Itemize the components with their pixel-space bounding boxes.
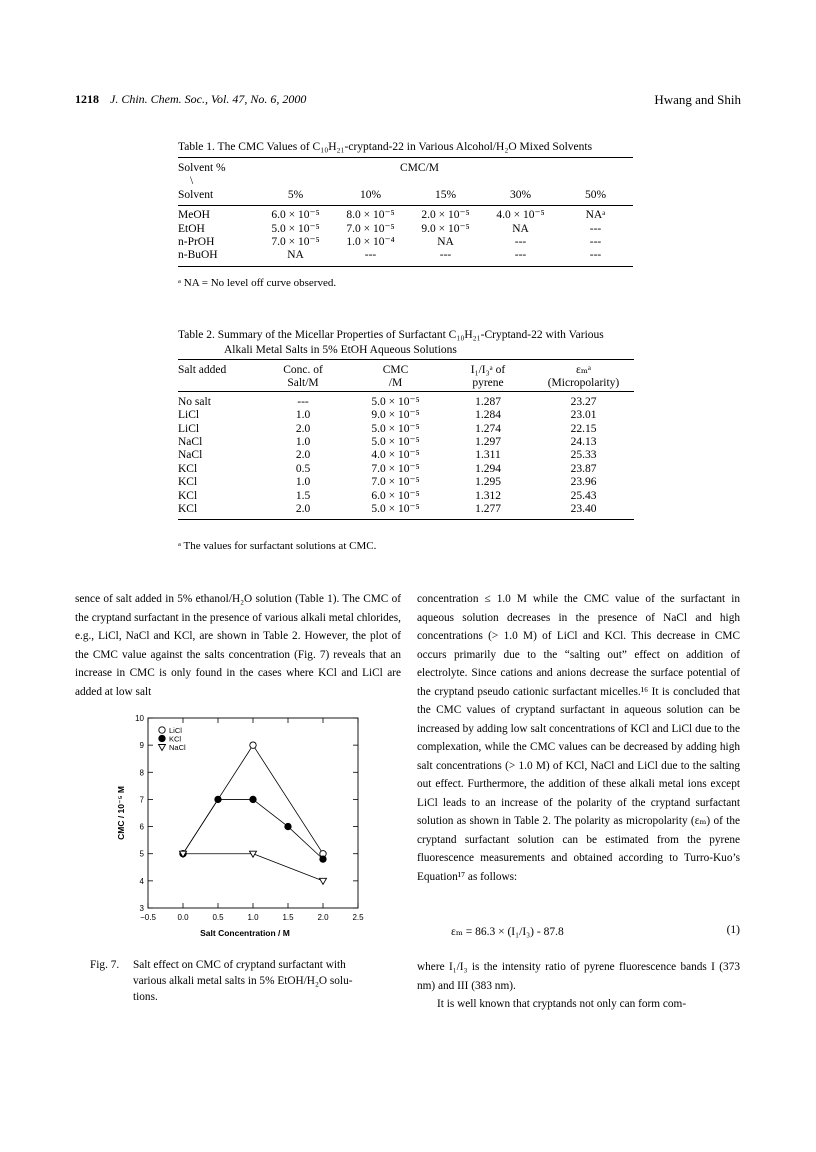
- table2-cell: 5.0 × 10⁻⁵: [371, 503, 420, 516]
- table2-cell: 1.294: [475, 462, 501, 475]
- equation-text: εₘ = 86.3 × (I₁/I₃) - 87.8: [451, 926, 564, 938]
- journal-citation: J. Chin. Chem. Soc., Vol. 47, No. 6, 2000: [110, 92, 307, 106]
- table2-cell: 0.5: [295, 462, 311, 475]
- table2-cell: 23.01: [570, 409, 597, 422]
- table-row: [178, 423, 634, 436]
- table2-cell: 24.13: [570, 436, 597, 449]
- table1: [178, 157, 633, 267]
- table1-head-solvent-pct: Solvent %: [178, 162, 226, 174]
- figure-7-caption: [90, 957, 390, 1005]
- table2-head-cell: Conc. of: [283, 364, 323, 376]
- table1-cell: ---: [514, 236, 527, 249]
- figure-label: Fig. 7.: [90, 959, 120, 971]
- table-row: [178, 449, 634, 462]
- table2-head-cell: pyrene: [472, 377, 504, 390]
- y-tick-label: 7: [139, 795, 144, 805]
- table2-cell: 5.0 × 10⁻⁵: [371, 436, 420, 449]
- body-paragraph: concentration ≤ 1.0 M while the CMC value of the surfactant in aqueous solution decreases in the presence of NaCl and high concentrations (> 1.0 M) of LiCl and KCl. This decrease in CMC occurs primarily due to the “salting out” effect on addition of electrolyte. Since cations and anions decrease the surface potential of the cryptand pseudo cationic surfactant micelles.¹⁶ It is concluded that the CMC values of cryptand surfactant in aqueous solution can be increased by adding low salt concentrations of KCl and LiCl due to the complexation, while the CMC values can be decreased by adding high salt concentrations (> 1.0 M) of KCl, NaCl and LiCl due to the salting out effect. Furthermore, the addition of these alkali metal ions except LiCl leads to an increase of the polarity of the cryptand surfactant solution as shown in Table 2. The polarity as micropolarity (εₘ) of the cryptand surfactant solution can be estimated from the pyrene fluorescence measurements and obtained according to Turro-Kuo’s Equation¹⁷ as follows:: [417, 593, 740, 883]
- legend-label: KCl: [169, 734, 182, 744]
- table1-cell: 5.0 × 10⁻⁵: [271, 222, 320, 235]
- table-row: [178, 236, 633, 249]
- data-point-nacl: [320, 878, 327, 884]
- table1-cell: 7.0 × 10⁻⁵: [346, 222, 395, 235]
- table2-cell: 23.40: [570, 503, 597, 516]
- table2-cell: 1.0: [295, 409, 311, 422]
- legend-label: NaCl: [169, 743, 186, 752]
- legend-marker-kcl: [159, 735, 165, 741]
- legend-marker-licl: [159, 727, 165, 733]
- table1-cell: 2.0 × 10⁻⁵: [421, 209, 470, 222]
- data-point-kcl: [320, 856, 326, 862]
- table1-col-header: 15%: [434, 188, 457, 201]
- table2-row-label: KCl: [178, 476, 198, 489]
- table2-row-label: KCl: [178, 462, 198, 475]
- table-row: [178, 409, 634, 422]
- table1-footnote: ᵃ NA = No level off curve observed.: [178, 277, 337, 289]
- table-row: [178, 463, 634, 476]
- table2-head-cell: I₁/I₃ᵃ of: [470, 364, 506, 376]
- table1-cell: NA: [512, 222, 529, 235]
- figure-caption-line2: various alkali metal salts in 5% EtOH/H₂O solu-: [133, 975, 353, 987]
- table2-head-cell: εₘᵃ: [575, 364, 592, 376]
- table2-cell: 2.0: [295, 422, 311, 435]
- table2-cell: 23.96: [570, 476, 597, 489]
- table1-row-label: n-PrOH: [178, 236, 215, 249]
- table2-head-cell: CMC: [382, 364, 409, 376]
- table1-row-label: EtOH: [178, 222, 205, 235]
- table2-caption-line2: Alkali Metal Salts in 5% EtOH Aqueous Solutions: [224, 344, 457, 356]
- table1-cell: NA: [437, 236, 454, 249]
- y-axis-label: CMC / 10⁻⁵ M: [116, 786, 126, 840]
- y-tick-label: 6: [139, 822, 144, 832]
- x-tick-label: 0.5: [212, 913, 224, 922]
- table2-cell: 1.0: [295, 436, 311, 449]
- table-row: [178, 436, 634, 449]
- table2-cell: 1.297: [475, 436, 501, 449]
- figure-7-chart: [100, 708, 370, 948]
- page-header: [75, 92, 741, 107]
- table-row: [178, 206, 633, 223]
- table2-row-label: No salt: [178, 395, 211, 408]
- table2-row-label: LiCl: [178, 422, 200, 435]
- y-tick-label: 10: [135, 714, 144, 723]
- table1-cell: NAᵃ: [585, 209, 606, 222]
- table2-caption-line1: Table 2. Summary of the Micellar Properties of Surfactant C₁₀H₂₁-Cryptand-22 with Various: [178, 329, 604, 341]
- table2-row-label: NaCl: [178, 449, 203, 462]
- table2-cell: 2.0: [295, 503, 311, 516]
- right-column-continued: [417, 958, 740, 1014]
- table-row: [178, 249, 633, 266]
- table2-cell: 6.0 × 10⁻⁵: [371, 489, 420, 502]
- table1-col-header: 50%: [584, 188, 607, 201]
- y-tick-label: 3: [139, 904, 144, 913]
- table1-row-label: n-BuOH: [178, 249, 218, 262]
- figure-caption-line3: tions.: [133, 991, 158, 1003]
- table1-cell: ---: [589, 249, 602, 262]
- table-row: [178, 223, 633, 236]
- table2-cell: 1.295: [475, 476, 501, 489]
- legend-marker-nacl: [159, 745, 166, 751]
- table1-cell: 1.0 × 10⁻⁴: [346, 236, 395, 249]
- table1-cell: ---: [589, 222, 602, 235]
- table2-cell: 1.287: [475, 395, 501, 408]
- table-row: [178, 490, 634, 503]
- table1-cell: ---: [439, 249, 452, 262]
- equation-number: (1): [726, 924, 740, 936]
- table2-cell: 9.0 × 10⁻⁵: [371, 409, 420, 422]
- table1-cell: 8.0 × 10⁻⁵: [346, 209, 395, 222]
- table2-cell: 1.284: [475, 409, 501, 422]
- data-point-kcl: [215, 796, 221, 802]
- table2-cell: 25.33: [570, 449, 597, 462]
- table2-row-label: KCl: [178, 503, 198, 516]
- table1-head-solvent: Solvent: [178, 188, 214, 201]
- table2-cell: 4.0 × 10⁻⁵: [371, 449, 420, 462]
- table2-cell: 1.5: [295, 489, 311, 502]
- series-line-kcl: [183, 799, 323, 859]
- equation: [417, 924, 740, 938]
- table2-head-cell: Salt/M: [287, 377, 319, 390]
- table2-cell: 25.43: [570, 489, 597, 502]
- table2-cell: 7.0 × 10⁻⁵: [371, 476, 420, 489]
- table2-cell: ---: [297, 395, 309, 408]
- table2-cell: 22.15: [570, 422, 597, 435]
- table-row: [178, 391, 634, 409]
- x-tick-label: 2.0: [317, 913, 329, 922]
- table1-head-backslash: \: [190, 175, 194, 188]
- table1-row-label: MeOH: [178, 209, 210, 222]
- data-point-nacl: [250, 851, 257, 857]
- table2-row-label: KCl: [178, 489, 198, 502]
- table2-cell: 23.27: [570, 395, 597, 408]
- data-point-licl: [250, 742, 256, 748]
- x-axis-label: Salt Concentration / M: [200, 928, 290, 938]
- table2: [178, 359, 634, 520]
- body-paragraph: where I₁/I₃ is the intensity ratio of pyrene fluorescence bands I (373 nm) and III (383 nm).: [417, 961, 740, 992]
- table2-head-cell: (Micropolarity): [547, 377, 620, 390]
- table1-caption: Table 1. The CMC Values of C₁₀H₂₁-cryptand-22 in Various Alcohol/H₂O Mixed Solvents: [178, 141, 593, 153]
- table2-cell: 7.0 × 10⁻⁵: [371, 462, 420, 475]
- table2-head-cell: /M: [388, 377, 403, 390]
- table2-cell: 2.0: [295, 449, 311, 462]
- table1-cell: ---: [514, 249, 527, 262]
- table2-cell: 1.0: [295, 476, 311, 489]
- y-tick-label: 9: [139, 741, 144, 751]
- table1-cell: 9.0 × 10⁻⁵: [421, 222, 470, 235]
- y-tick-label: 5: [139, 849, 144, 859]
- table2-cell: 1.274: [475, 422, 501, 435]
- table2-head-cell: [178, 377, 258, 391]
- table2-row-label: NaCl: [178, 436, 203, 449]
- data-point-kcl: [285, 823, 291, 829]
- x-tick-label: 0.0: [177, 913, 189, 922]
- legend-label: LiCl: [169, 726, 182, 735]
- table1-col-header: 30%: [509, 188, 532, 201]
- x-tick-label: 2.5: [352, 913, 364, 922]
- y-tick-label: 4: [139, 876, 144, 886]
- table2-caption: [178, 328, 648, 358]
- body-paragraph: sence of salt added in 5% ethanol/H₂O solution (Table 1). The CMC of the cryptand surfactant in the presence of various alkali metal chlorides, e.g., LiCl, NaCl and KCl, are shown in Table 2. However, the plot of the CMC value against the salts concentration (Fig. 7) reveals that an increase in CMC is only found in the cases where KCl and LiCl are added at low salt: [75, 593, 401, 698]
- table2-cell: 23.87: [570, 462, 597, 475]
- table1-col-header: 10%: [359, 188, 382, 201]
- table1-head-cmc: CMC/M: [400, 162, 439, 174]
- x-tick-label: −0.5: [140, 913, 156, 922]
- table1-cell: ---: [589, 236, 602, 249]
- table2-footnote: ᵃ The values for surfactant solutions at CMC.: [178, 540, 377, 552]
- table2-row-label: LiCl: [178, 409, 200, 422]
- page-number: 1218: [75, 92, 99, 106]
- table2-cell: 1.277: [475, 503, 501, 516]
- y-tick-label: 8: [139, 768, 144, 778]
- table2-cell: 5.0 × 10⁻⁵: [371, 395, 420, 408]
- table1-cell: ---: [364, 249, 377, 262]
- left-column: [75, 590, 401, 701]
- table2-cell: 1.312: [475, 489, 501, 502]
- running-authors: Hwang and Shih: [654, 92, 741, 107]
- figure-caption-line1: Salt effect on CMC of cryptand surfactant with: [133, 959, 346, 971]
- table-row: [178, 503, 634, 520]
- table2-head-cell: Salt added: [178, 364, 227, 376]
- table1-cell: 7.0 × 10⁻⁵: [271, 236, 320, 249]
- table1-cell: NA: [287, 249, 304, 262]
- table2-cell: 1.311: [475, 449, 501, 462]
- table1-cell: 4.0 × 10⁻⁵: [496, 209, 545, 222]
- right-column: [417, 590, 740, 886]
- table1-col-header: 5%: [287, 188, 304, 201]
- table2-cell: 5.0 × 10⁻⁵: [371, 422, 420, 435]
- body-paragraph: It is well known that cryptands not only can form com-: [437, 998, 687, 1010]
- x-tick-label: 1.0: [247, 913, 259, 922]
- x-tick-label: 1.5: [282, 913, 294, 922]
- table-row: [178, 476, 634, 489]
- data-point-kcl: [250, 796, 256, 802]
- table1-cell: 6.0 × 10⁻⁵: [271, 209, 320, 222]
